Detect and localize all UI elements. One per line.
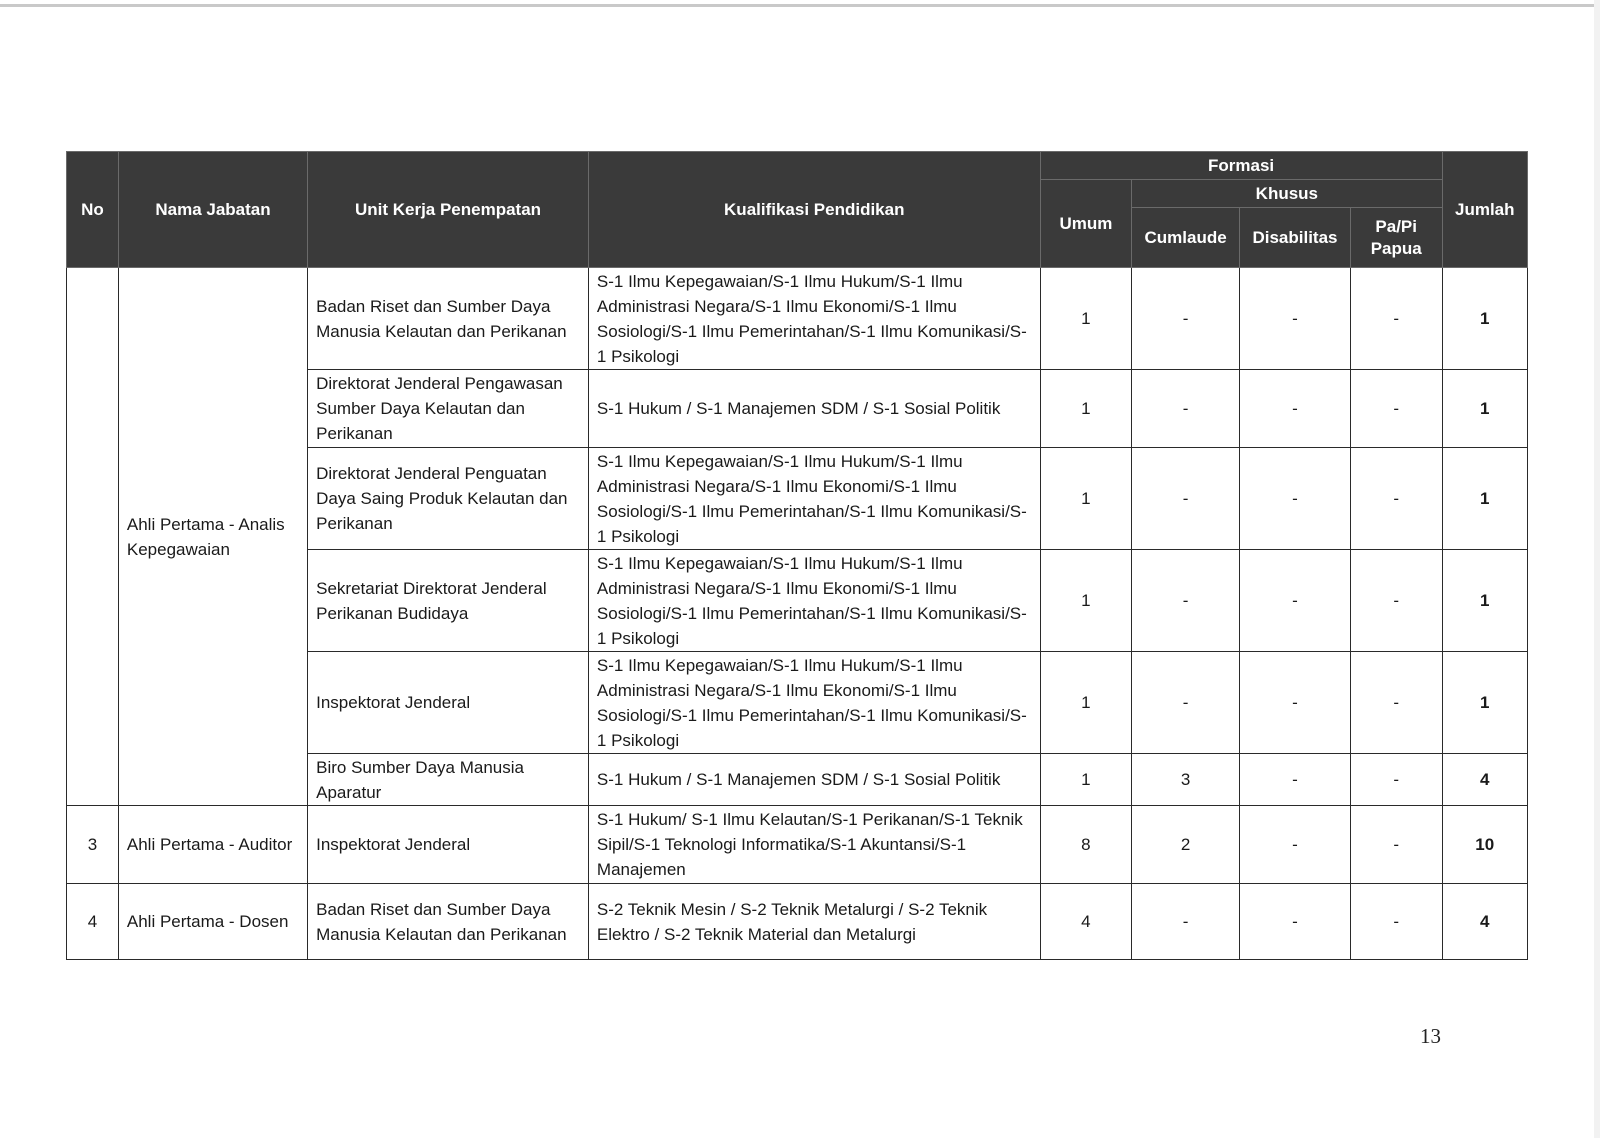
cell-umum: 8 (1040, 806, 1132, 884)
cell-jumlah: 1 (1442, 448, 1528, 550)
cell-disabilitas: - (1240, 884, 1351, 960)
cell-disabilitas: - (1240, 268, 1351, 370)
cell-unit-kerja: Sekretariat Direktorat Jenderal Perikanan Budidaya (308, 550, 589, 652)
table-body (67, 268, 1528, 960)
header-nama-jabatan: Nama Jabatan (118, 152, 307, 268)
cell-unit-kerja: Direktorat Jenderal Pengawasan Sumber Daya Kelautan dan Perikanan (308, 370, 589, 448)
cell-unit-kerja: Inspektorat Jenderal (308, 806, 589, 884)
cell-jumlah: 1 (1442, 370, 1528, 448)
cell-no: 3 (67, 806, 119, 884)
header-papua: Pa/Pi Papua (1350, 208, 1442, 268)
header-cumlaude: Cumlaude (1132, 208, 1240, 268)
cell-disabilitas: - (1240, 550, 1351, 652)
cell-no: 4 (67, 884, 119, 960)
cell-papua: - (1350, 448, 1442, 550)
cell-papua: - (1350, 652, 1442, 754)
cell-kualifikasi: S-1 Ilmu Kepegawaian/S-1 Ilmu Hukum/S-1 Ilmu Administrasi Negara/S-1 Ilmu Ekonomi/S-1 Ilmu Sosiologi/S-1 Ilmu Pemerintahan/S-1 Ilmu Komunikasi/S-1 Psikologi (588, 550, 1040, 652)
cell-cumlaude: 3 (1132, 754, 1240, 806)
header-umum: Umum (1040, 180, 1132, 268)
cell-papua: - (1350, 806, 1442, 884)
cell-cumlaude: - (1132, 448, 1240, 550)
cell-jumlah: 4 (1442, 884, 1528, 960)
cell-cumlaude: - (1132, 370, 1240, 448)
cell-cumlaude: - (1132, 884, 1240, 960)
cell-no (67, 268, 119, 806)
cell-jumlah: 1 (1442, 268, 1528, 370)
cell-kualifikasi: S-1 Hukum / S-1 Manajemen SDM / S-1 Sosial Politik (588, 754, 1040, 806)
cell-jumlah: 10 (1442, 806, 1528, 884)
cell-cumlaude: 2 (1132, 806, 1240, 884)
cell-papua: - (1350, 268, 1442, 370)
cell-umum: 1 (1040, 652, 1132, 754)
cell-cumlaude: - (1132, 652, 1240, 754)
formasi-table (66, 151, 1528, 960)
cell-kualifikasi: S-2 Teknik Mesin / S-2 Teknik Metalurgi / S-2 Teknik Elektro / S-2 Teknik Material dan Metalurgi (588, 884, 1040, 960)
cell-nama-jabatan: Ahli Pertama - Dosen (118, 884, 307, 960)
cell-jumlah: 4 (1442, 754, 1528, 806)
cell-umum: 1 (1040, 754, 1132, 806)
cell-cumlaude: - (1132, 268, 1240, 370)
cell-disabilitas: - (1240, 754, 1351, 806)
scan-top-edge (0, 4, 1600, 7)
cell-cumlaude: - (1132, 550, 1240, 652)
cell-umum: 4 (1040, 884, 1132, 960)
cell-umum: 1 (1040, 550, 1132, 652)
cell-disabilitas: - (1240, 652, 1351, 754)
cell-unit-kerja: Biro Sumber Daya Manusia Aparatur (308, 754, 589, 806)
header-khusus: Khusus (1132, 180, 1442, 208)
cell-kualifikasi: S-1 Hukum/ S-1 Ilmu Kelautan/S-1 Perikanan/S-1 Teknik Sipil/S-1 Teknologi Informatika/S-1 Akuntansi/S-1 Manajemen (588, 806, 1040, 884)
cell-unit-kerja: Badan Riset dan Sumber Daya Manusia Kelautan dan Perikanan (308, 884, 589, 960)
cell-unit-kerja: Badan Riset dan Sumber Daya Manusia Kelautan dan Perikanan (308, 268, 589, 370)
header-formasi: Formasi (1040, 152, 1442, 180)
cell-nama-jabatan: Ahli Pertama - Auditor (118, 806, 307, 884)
header-disabilitas: Disabilitas (1240, 208, 1351, 268)
cell-papua: - (1350, 754, 1442, 806)
cell-umum: 1 (1040, 448, 1132, 550)
cell-kualifikasi: S-1 Ilmu Kepegawaian/S-1 Ilmu Hukum/S-1 Ilmu Administrasi Negara/S-1 Ilmu Ekonomi/S-1 Ilmu Sosiologi/S-1 Ilmu Pemerintahan/S-1 Ilmu Komunikasi/S-1 Psikologi (588, 268, 1040, 370)
header-jumlah: Jumlah (1442, 152, 1528, 268)
cell-umum: 1 (1040, 370, 1132, 448)
cell-disabilitas: - (1240, 370, 1351, 448)
cell-umum: 1 (1040, 268, 1132, 370)
cell-disabilitas: - (1240, 806, 1351, 884)
cell-disabilitas: - (1240, 448, 1351, 550)
cell-papua: - (1350, 884, 1442, 960)
cell-jumlah: 1 (1442, 550, 1528, 652)
table-row (67, 268, 1528, 370)
cell-papua: - (1350, 550, 1442, 652)
scan-right-edge (1594, 0, 1600, 1138)
cell-unit-kerja: Inspektorat Jenderal (308, 652, 589, 754)
table-header (67, 152, 1528, 268)
cell-unit-kerja: Direktorat Jenderal Penguatan Daya Saing Produk Kelautan dan Perikanan (308, 448, 589, 550)
header-unit-kerja: Unit Kerja Penempatan (308, 152, 589, 268)
header-no: No (67, 152, 119, 268)
page-number: 13 (1420, 1024, 1441, 1048)
cell-papua: - (1350, 370, 1442, 448)
cell-kualifikasi: S-1 Ilmu Kepegawaian/S-1 Ilmu Hukum/S-1 Ilmu Administrasi Negara/S-1 Ilmu Ekonomi/S-1 Ilmu Sosiologi/S-1 Ilmu Pemerintahan/S-1 Ilmu Komunikasi/S-1 Psikologi (588, 652, 1040, 754)
cell-jumlah: 1 (1442, 652, 1528, 754)
cell-nama-jabatan: Ahli Pertama - Analis Kepegawaian (118, 268, 307, 806)
cell-kualifikasi: S-1 Ilmu Kepegawaian/S-1 Ilmu Hukum/S-1 Ilmu Administrasi Negara/S-1 Ilmu Ekonomi/S-1 Ilmu Sosiologi/S-1 Ilmu Pemerintahan/S-1 Ilmu Komunikasi/S-1 Psikologi (588, 448, 1040, 550)
cell-kualifikasi: S-1 Hukum / S-1 Manajemen SDM / S-1 Sosial Politik (588, 370, 1040, 448)
table-row (67, 806, 1528, 884)
header-kualifikasi: Kualifikasi Pendidikan (588, 152, 1040, 268)
table-row (67, 884, 1528, 960)
